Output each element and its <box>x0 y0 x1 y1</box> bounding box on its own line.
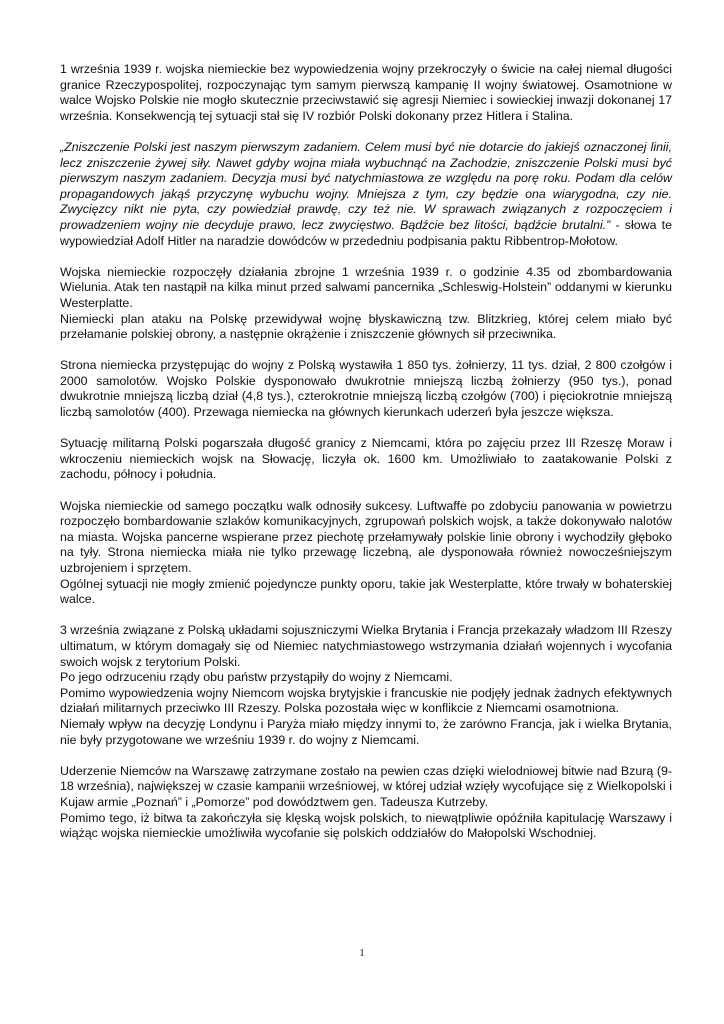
paragraph-war-declaration: Po jego odrzuceniu rządy obu państw przystąpiły do wojny z Niemcami. <box>60 670 453 685</box>
paragraph-no-action: Pomimo wypowiedzenia wojny Niemcom wojska brytyjskie i francuskie nie podjęły jednak żadnych efektywnych działań militarnych przeciwko III Rzeszy. Polska pozostała więc w konflikcie z Niemcami osamotniona. <box>60 685 672 716</box>
paragraph-bzura: Uderzenie Niemców na Warszawę zatrzymane zostało na pewien czas dzięki wielodniowej bitwie nad Bzurą (9-18 września), największej w czasie kampanii wrześniowej, w której udział wzięły wycofujące się z Wielkopolski i Kujaw armie „Poznań” i „Pomorze” pod dowództwem gen. Tadeusza Kutrzeby. <box>60 763 672 809</box>
paragraph-blitzkrieg: Niemiecki plan ataku na Polskę przewidywał wojnę błyskawiczną tzw. Blitzkrieg, której celem miało być przełamanie polskiej obrony, a następnie okrążenie i zniszczenie głównych sił przeciwnika. <box>60 311 672 342</box>
paragraph-ultimatum: 3 września związane z Polską układami sojuszniczymi Wielka Brytania i Francja przekazały władzom III Rzeszy ultimatum, w którym domagały się od Niemiec natychmiastowego wstrzymania działań wojennych i wycofania swoich wojsk z terytorium Polski. <box>60 623 672 669</box>
paragraph-wielun: Wojska niemieckie rozpoczęły działania zbrojne 1 września 1939 r. o godzinie 4.35 od zbombardowania Wielunia. Atak ten nastąpił na kilka minut przed salwami pancernika „Schleswig-Holstein” oddanymi w kierunku Westerplatte. <box>60 264 672 310</box>
hitler-quote-attribution: - słowa te wypowiedział Adolf Hitler na naradzie dowódców w przededniu podpisania paktu Ribbentrop-Mołotow. <box>60 217 673 248</box>
hitler-quote-text: „Zniszczenie Polski jest naszym pierwszym zadaniem. Celem musi być nie dotarcie do jakiejś oznaczonej linii, lecz zniszczenie żywej siły. Nawet gdyby wojna miała wybuchnąć na Zachodzie, zniszczenie Polski musi być pierwszym naszym zadaniem. Decyzja musi być natychmiastowa ze względu na porę roku. Podam dla celów propagandowych jakąś przyczynę wybuchu wojny. Mniejsza z tym, czy będzie ona wiarygodna, czy nie. Zwycięzcy nikt nie pyta, czy powiedział prawdę, czy też nie. W sprawach związanych z rozpoczęciem i prowadzeniem wojny nie decyduje prawo, lecz zwycięstwo. Bądźcie bez litości, bądźcie brutalni.” <box>60 139 672 232</box>
paragraph-westerplatte: Ogólnej sytuacji nie mogły zmienić pojedyncze punkty oporu, takie jak Westerplatte, które trwały w bohaterskiej walce. <box>60 576 672 607</box>
paragraph-forces: Strona niemiecka przystępując do wojny z Polską wystawiła 1 850 tys. żołnierzy, 11 tys. dział, 2 800 czołgów i 2000 samolotów. Wojsko Polskie dysponowało dwukrotnie mniejszą liczbą żołnierzy (950 tys.), ponad dwukrotnie mniejszą liczbą dział (4,8 tys.), czterokrotnie mniejszą liczbą czołgów (700) i pięciokrotnie mniejszą liczbą samolotów (400). Przewaga niemiecka na głównych kierunkach uderzeń była jeszcze większa. <box>60 358 672 420</box>
paragraph-bzura-outcome: Pomimo tego, iż bitwa ta zakończyła się klęską wojsk polskich, to niewątpliwie opóźniła kapitulację Warszawy i wiążąc wojska niemieckie umożliwiła wycofanie się polskich oddziałów do Małopolski Wschodniej. <box>60 810 672 841</box>
paragraph-border: Sytuację militarną Polski pogarszała długość granicy z Niemcami, która po zajęciu przez III Rzeszę Moraw i wkroczeniu niemieckich wojsk na Słowację, liczyła ok. 1600 km. Umożliwiało to zaatakowanie Polski z zachodu, północy i południa. <box>60 436 672 482</box>
paragraph-luftwaffe: Wojska niemieckie od samego początku walk odnosiły sukcesy. Luftwaffe po zdobyciu panowania w powietrzu rozpoczęło bombardowanie szlaków komunikacyjnych, zgrupowań polskich wojsk, a także dokonywało nalotów na miasta. Wojska pancerne wspierane przez piechotę przełamywały polskie linie obrony i wychodziły głęboko na tyły. Strona niemiecka miała nie tylko przewagę liczebną, ale dysponowała również nowocześniejszym uzbrojeniem i sprzętem. <box>60 498 672 575</box>
paragraph-intro: 1 września 1939 r. wojska niemieckie bez wypowiedzenia wojny przekroczyły o świcie na całej niemal długości granice Rzeczypospolitej, rozpoczynając tym samym pierwszą kampanię II wojny światowej. Osamotnione w walce Wojsko Polskie nie mogło skutecznie przeciwstawić się agresji Niemiec i sowieckiej inwazji dokonanej 17 września. Konsekwencją tej sytuacji stał się IV rozbiór Polski dokonany przez Hitlera i Stalina. <box>60 62 672 123</box>
document-body <box>60 62 672 842</box>
paragraph-london-paris: Niemały wpływ na decyzję Londynu i Paryża miało między innymi to, że zarówno Francja, jak i wielka Brytania, nie były przygotowane we wrześniu 1939 r. do wojny z Niemcami. <box>60 716 672 747</box>
page-number: 1 <box>359 947 365 959</box>
hitler-quote-paragraph <box>60 140 672 249</box>
